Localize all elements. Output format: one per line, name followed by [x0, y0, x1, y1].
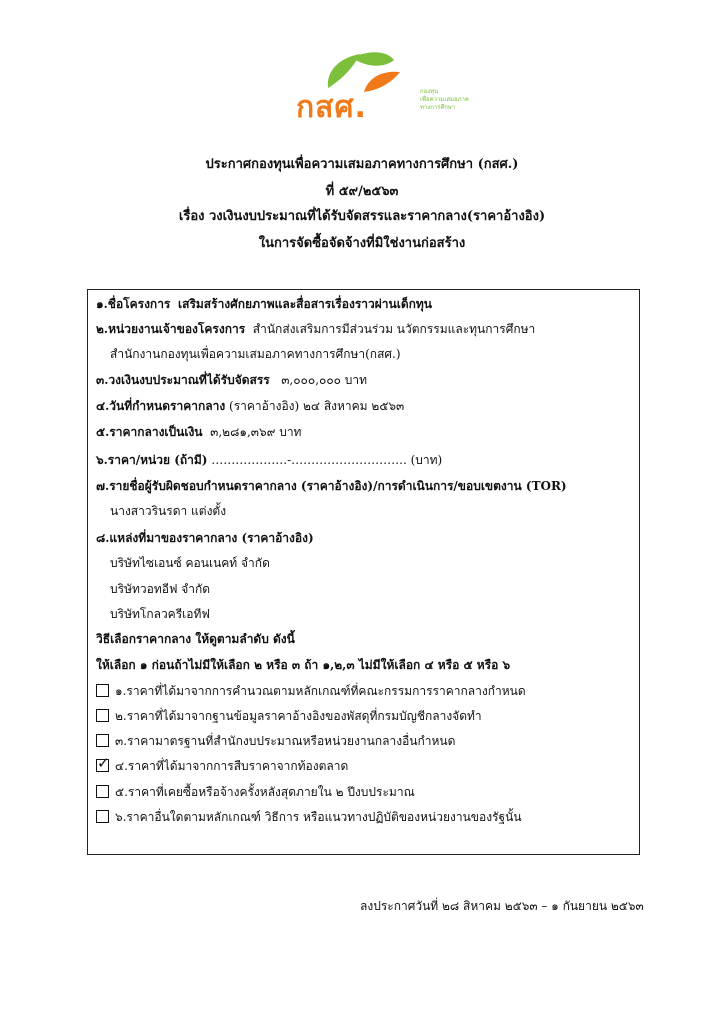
owner-agency-row-2: สำนักงานกองทุนเพื่อความเสมอภาคทางการศึกษา(กสศ.): [110, 347, 401, 361]
responsible-person-name: นางสาวรินรดา แต่งตั้ง: [110, 504, 227, 518]
checkbox-option-5[interactable]: [96, 785, 109, 798]
checkbox-option-1[interactable]: [96, 684, 109, 697]
reference-price-row: ๕.ราคากลางเป็นเงิน ๓,๒๘๑,๓๖๙ บาท: [96, 425, 302, 439]
announcement-subject: เรื่อง วงเงินงบประมาณที่ได้รับจัดสรรและราคากลาง(ราคาอ้างอิง): [178, 209, 546, 224]
publication-period: ลงประกาศวันที่ ๒๘ สิหาคม ๒๕๖๓ – ๑ กันยายน ๒๕๖๓: [360, 899, 644, 913]
announcement-title: ประกาศกองทุนเพื่อความเสมอภาคทางการศึกษา (กสศ.): [205, 157, 519, 172]
announcement-subject-line2: ในการจัดซื้อจัดจ้างที่มิใช่งานก่อสร้าง: [258, 236, 466, 251]
price-source-item: บริษัทไซเอนซ์ คอนเนคท์ จำกัด: [110, 556, 270, 570]
reference-date-row: ๔.วันที่กำหนดราคากลาง (ราคาอ้างอิง) ๒๔ สิงหาคม ๒๕๖๓: [96, 399, 405, 413]
logo-tagline: กองทุน เพื่อความเสมอภาค ทางการศึกษา: [420, 88, 469, 111]
budget-row: ๓.วงเงินงบประมาณที่ได้รับจัดสรร ๓,๐๐๐,๐๐๐ บาท: [96, 373, 368, 387]
checkbox-option-2[interactable]: [96, 709, 109, 722]
price-source-heading: ๘.แหล่งที่มาของราคากลาง (ราคาอ้างอิง): [96, 531, 314, 545]
logo-wordmark: กสศ.: [296, 90, 367, 125]
method-heading: วิธีเลือกราคากลาง ให้ดูตามลำดับ ดังนี้: [96, 632, 295, 646]
owner-agency-row: ๒.หน่วยงานเจ้าของโครงการ สำนักส่งเสริมการมีส่วนร่วม นวัตกรรมและทุนการศึกษา: [96, 322, 536, 336]
checkbox-option-6[interactable]: [96, 810, 109, 823]
responsible-person-row: ๗.รายชื่อผู้รับผิดชอบกำหนดราคากลาง (ราคาอ้างอิง)/การดำเนินการ/ขอบเขตงาน (TOR): [96, 479, 567, 493]
method-option-4[interactable]: ✓ ๔.ราคาที่ได้มาจากการสืบราคาจากท้องตลาด: [97, 754, 349, 773]
check-mark-icon: ✓: [97, 754, 110, 772]
method-option-5[interactable]: ๕.ราคาที่เคยซื้อหรือจ้างครั้งหลังสุดภายใน ๒ ปีงบประมาณ: [96, 784, 415, 800]
checkbox-option-3[interactable]: [96, 734, 109, 747]
checkbox-option-4-checked[interactable]: [96, 754, 110, 772]
announcement-number: ที่ ๕๙/๒๕๖๓: [325, 184, 399, 199]
method-option-2[interactable]: ๒.ราคาที่ได้มาจากฐานข้อมูลราคาอ้างอิงของพัสดุที่กรมบัญชีกลางจัดทำ: [96, 708, 482, 724]
project-name-row: ๑.ชื่อโครงการ เสริมสร้างศักยภาพและสื่อสารเรื่องราวผ่านเด็กทุน: [96, 297, 432, 311]
method-option-1[interactable]: ๑.ราคาที่ได้มาจากการคำนวณตามหลักเกณฑ์ที่คณะกรรมการราคากลางกำหนด: [96, 683, 526, 699]
method-option-3[interactable]: ๓.ราคามาตรฐานที่สำนักงบประมาณหรือหน่วยงานกลางอื่นกำหนด: [96, 733, 455, 749]
organization-logo: [296, 48, 488, 125]
details-box: [87, 289, 640, 855]
unit-price-row: ๖.ราคา/หน่วย (ถ้ามี) ……………….-……………………….. (บาท): [96, 453, 443, 467]
price-source-item: บริษัทโกลวครีเอทีฟ: [110, 607, 210, 621]
method-option-6[interactable]: ๖.ราคาอื่นใดตามหลักเกณฑ์ วิธีการ หรือแนวทางปฏิบัติของหน่วยงานของรัฐนั้น: [96, 809, 522, 825]
method-rule: ให้เลือก ๑ ก่อนถ้าไม่มีให้เลือก ๒ หรือ ๓ ถ้า ๑,๒,๓ ไม่มีให้เลือก ๔ หรือ ๕ หรือ ๖: [96, 658, 511, 672]
price-source-item: บริษัทวอทอีฟ จำกัด: [110, 582, 211, 596]
